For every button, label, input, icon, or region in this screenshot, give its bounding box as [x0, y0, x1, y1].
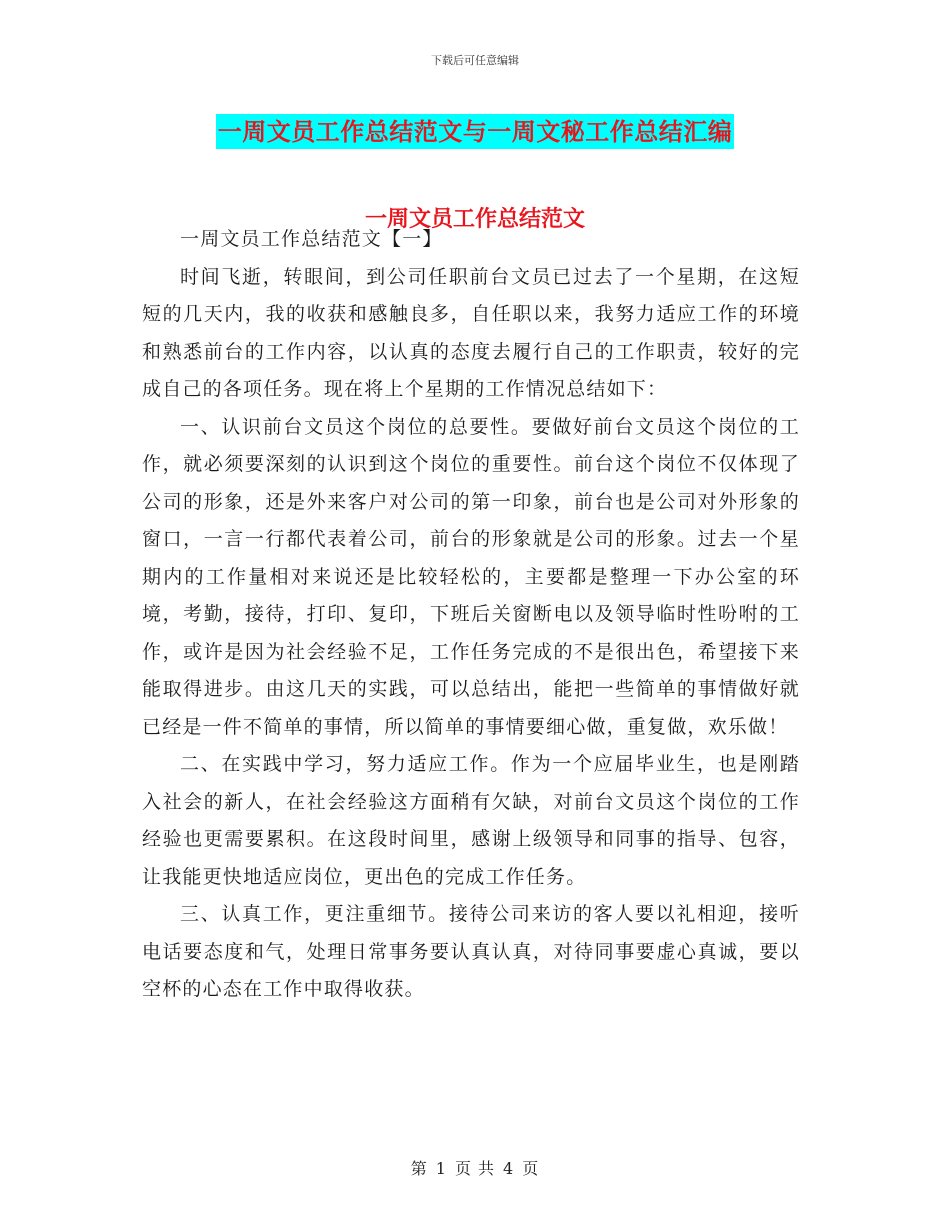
- document-title-text: 一周文员工作总结范文与一周文秘工作总结汇编: [216, 114, 735, 149]
- document-title: [0, 112, 950, 147]
- document-body: [142, 221, 800, 1009]
- section-title: 一周文员工作总结范文: [364, 206, 585, 232]
- page-mid: 页 共: [454, 1159, 496, 1178]
- paragraph: 二、在实践中学习，努力适应工作。作为一个应届毕业生，也是刚踏入社会的新人，在社会经验这方面稍有欠缺，对前台文员这个岗位的工作经验也更需要累积。在这段时间里，感谢上级领导和同事的指导、包容，让我能更快地适应岗位，更出色的完成工作任务。: [142, 753, 800, 888]
- total-pages: 4: [503, 1159, 515, 1178]
- paragraph: 一周文员工作总结范文【一】: [180, 228, 443, 250]
- page-prefix: 第: [410, 1159, 428, 1178]
- page-suffix: 页: [522, 1159, 540, 1178]
- paragraph: 时间飞逝，转眼间，到公司任职前台文员已过去了一个星期，在这短短的几天内，我的收获和感触良多，自任职以来，我努力适应工作的环境和熟悉前台的工作内容，以认真的态度去履行自己的工作职责，较好的完成自己的各项任务。现在将上个星期的工作情况总结如下：: [142, 265, 800, 400]
- header-note: 下载后可任意编辑: [431, 54, 519, 67]
- paragraph: 一、认识前台文员这个岗位的总要性。要做好前台文员这个岗位的工作，就必须要深刻的认识到这个岗位的重要性。前台这个岗位不仅体现了公司的形象，还是外来客户对公司的第一印象，前台也是公司对外形象的窗口，一言一行都代表着公司，前台的形象就是公司的形象。过去一个星期内的工作量相对来说还是比较轻松的，主要都是整理一下办公室的环境，考勤，接待，打印、复印，下班后关窗断电以及领导临时性吩咐的工作，或许是因为社会经验不足，工作任务完成的不是很出色，希望接下来能取得进步。由这几天的实践，可以总结出，能把一些简单的事情做好就已经是一件不简单的事情，所以简单的事情要细心做，重复做，欢乐做！: [142, 415, 800, 738]
- paragraph: 三、认真工作，更注重细节。接待公司来访的客人要以礼相迎，接听电话要态度和气，处理日常事务要认真认真，对待同事要虚心真诚，要以空杯的心态在工作中取得收获。: [142, 903, 800, 1000]
- page-number: 1: [435, 1159, 447, 1178]
- page-footer: [0, 1156, 950, 1179]
